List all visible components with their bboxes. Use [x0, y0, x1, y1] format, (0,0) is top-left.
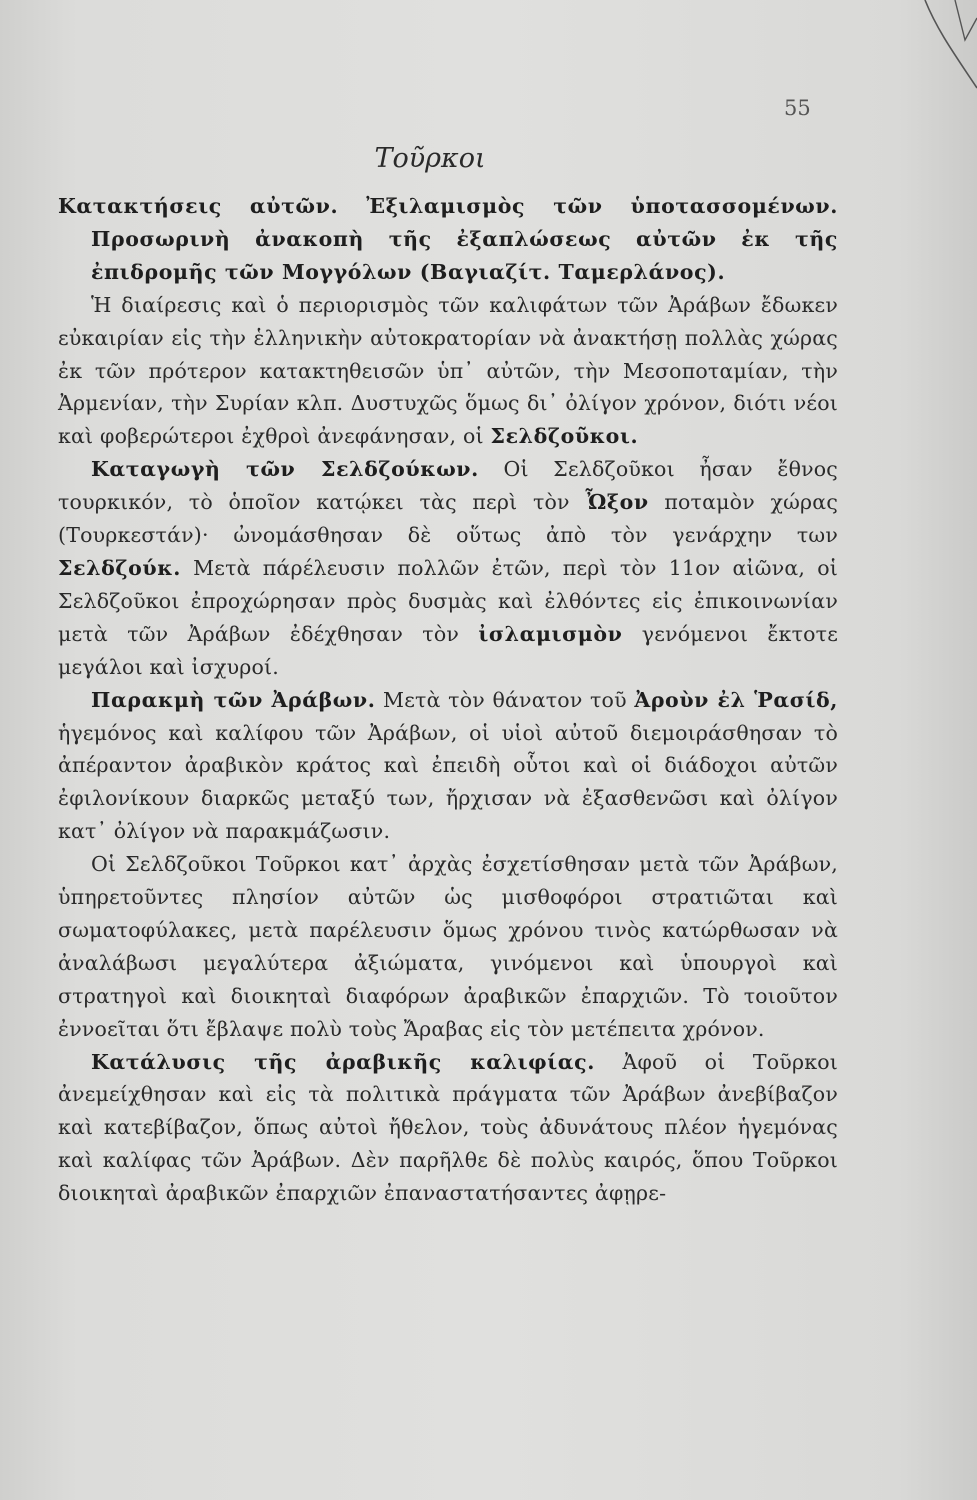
paragraph-3-lead: Παρακμὴ τῶν Ἀράβων. — [91, 687, 376, 712]
body-text — [58, 190, 838, 1210]
paragraph-2-bold-3: ἰσλαμισμὸν — [478, 621, 623, 646]
paragraph-2-lead: Καταγωγὴ τῶν Σελδζούκων. — [91, 457, 479, 482]
section-heading — [58, 190, 838, 289]
paragraph-2-text-3: Μετὰ πάρέλευσιν πολλῶν ἐτῶν, περὶ τὸν 11ον αἰῶνα, οἱ Σελδζοῦκοι ἐπροχώρησαν πρὸς δυσμὰς καὶ ἐλθόντες εἰς ἐπικοινωνίαν μετὰ τῶν Ἀράβων ἐδέχθησαν τὸν — [58, 555, 839, 646]
paragraph-2-text-1: Οἱ Σελδζοῦκοι ἦσαν ἔθνος τουρκικόν, τὸ ὁποῖον κατῴκει τὰς περὶ τὸν — [58, 457, 838, 515]
paragraph-2-text-2: ποταμὸν χώρας (Τουρκεστάν)· ὠνομάσθησαν δὲ οὕτως ἀπὸ τὸν γενάρχην των — [58, 490, 838, 548]
paragraph-5 — [58, 1046, 838, 1211]
paragraph-2-text-4: γενόμενοι ἔκτοτε μεγάλοι καὶ ἰσχυροί. — [58, 621, 839, 679]
paragraph-3-text-1: Μετὰ τὸν θάνατον τοῦ — [383, 687, 627, 712]
paragraph-5-lead: Κατάλυσις τῆς ἀραβικῆς καλιφίας. — [91, 1049, 595, 1074]
paragraph-2-bold-2: Σελδζούκ. — [58, 555, 181, 580]
paragraph-1-bold: Σελδζοῦκοι. — [490, 424, 639, 449]
paragraph-3-bold-1: Ἀροὺν ἐλ Ῥασίδ, — [634, 687, 838, 712]
paragraph-4 — [58, 848, 838, 1045]
paragraph-2-bold-1: Ὦξον — [585, 490, 649, 515]
page-corner-fold — [837, 0, 977, 90]
paragraph-3-text-2: ἡγεμόνος καὶ καλίφου τῶν Ἀράβων, οἱ υἱοὶ αὐτοῦ διεμοιράσθησαν τὸ ἀπέραντον ἀραβικὸν κράτος καὶ ἐπειδὴ οὗτοι καὶ οἱ διάδοχοι αὐτῶν ἐφιλονίκουν διαρκῶς μεταξύ των, ἤρχισαν νὰ ἐξασθενῶσι καὶ ὀλίγον κατ᾽ ὀλίγον νὰ παρακμάζωσιν. — [58, 720, 838, 844]
paragraph-1-text: Ἡ διαίρεσις καὶ ὁ περιορισμὸς τῶν καλιφάτων τῶν Ἀράβων ἔδωκεν εὐκαιρίαν εἰς τὴν ἑλληνικὴν αὐτοκρατορίαν νὰ ἀνακτήσῃ πολλὰς χώρας ἐκ τῶν πρότερον κατακτηθεισῶν ὑπ᾽ αὐτῶν, τὴν Μεσοποταμίαν, τὴν Ἀρμενίαν, τὴν Συρίαν κλπ. Δυστυχῶς ὅμως δι᾽ ὀλίγον χρόνον, διότι νέοι καὶ φοβερώτεροι ἐχθροὶ ἀνεφάνησαν, οἱ — [58, 292, 838, 449]
section-heading-text: Κατακτήσεις αὐτῶν. Ἐξιλαμισμὸς τῶν ὑποτασσομένων. Προσωρινὴ ἀνακοπὴ τῆς ἐξαπλώσεως αὐτῶν ἐκ τῆς ἐπιδρομῆς τῶν Μογγόλων (Βαγιαζίτ. Ταμερλάνος). — [58, 194, 838, 284]
paragraph-1 — [58, 289, 838, 454]
paragraph-4-text: Οἱ Σελδζοῦκοι Τοῦρκοι κατ᾽ ἀρχὰς ἐσχετίσθησαν μετὰ τῶν Ἀράβων, ὑπηρετοῦντες πλησίον αὐτῶν ὡς μισθοφόροι στρατιῶται καὶ σωματοφύλακες, μετὰ παρέλευσιν ὅμως χρόνου τινὸς κατώρθωσαν νὰ ἀναλάβωσι μεγαλύτερα ἀξιώματα, γινόμενοι καὶ ὑπουργοὶ καὶ στρατηγοὶ καὶ διοικηταὶ διαφόρων ἀραβικῶν ἐπαρχιῶν. Τὸ τοιοῦτον ἐννοεῖται ὅτι ἔβλαψε πολὺ τοὺς Ἄραβας εἰς τὸν μετέπειτα χρόνον. — [58, 852, 838, 1041]
paragraph-5-text-1: Ἀφοῦ οἱ Τοῦρκοι ἀνεμείχθησαν καὶ εἰς τὰ πολιτικὰ πράγματα τῶν Ἀράβων ἀνεβίβαζον καὶ κατεβίβαζον, ὅπως αὐτοὶ ἤθελον, τοὺς ἀδυνάτους πλέον ἡγεμόνας καὶ καλίφας τῶν Ἀράβων. Δὲν παρῆλθε δὲ πολὺς καιρός, ὅπου Τοῦρκοι διοικηταὶ ἀραβικῶν ἐπαρχιῶν ἐπαναστατήσαντες ἀφῃρε- — [58, 1049, 838, 1206]
paragraph-2 — [58, 453, 838, 683]
paragraph-3 — [58, 684, 838, 849]
page-number: 55 — [784, 96, 811, 120]
running-head: Τοῦρκοι — [374, 143, 486, 174]
